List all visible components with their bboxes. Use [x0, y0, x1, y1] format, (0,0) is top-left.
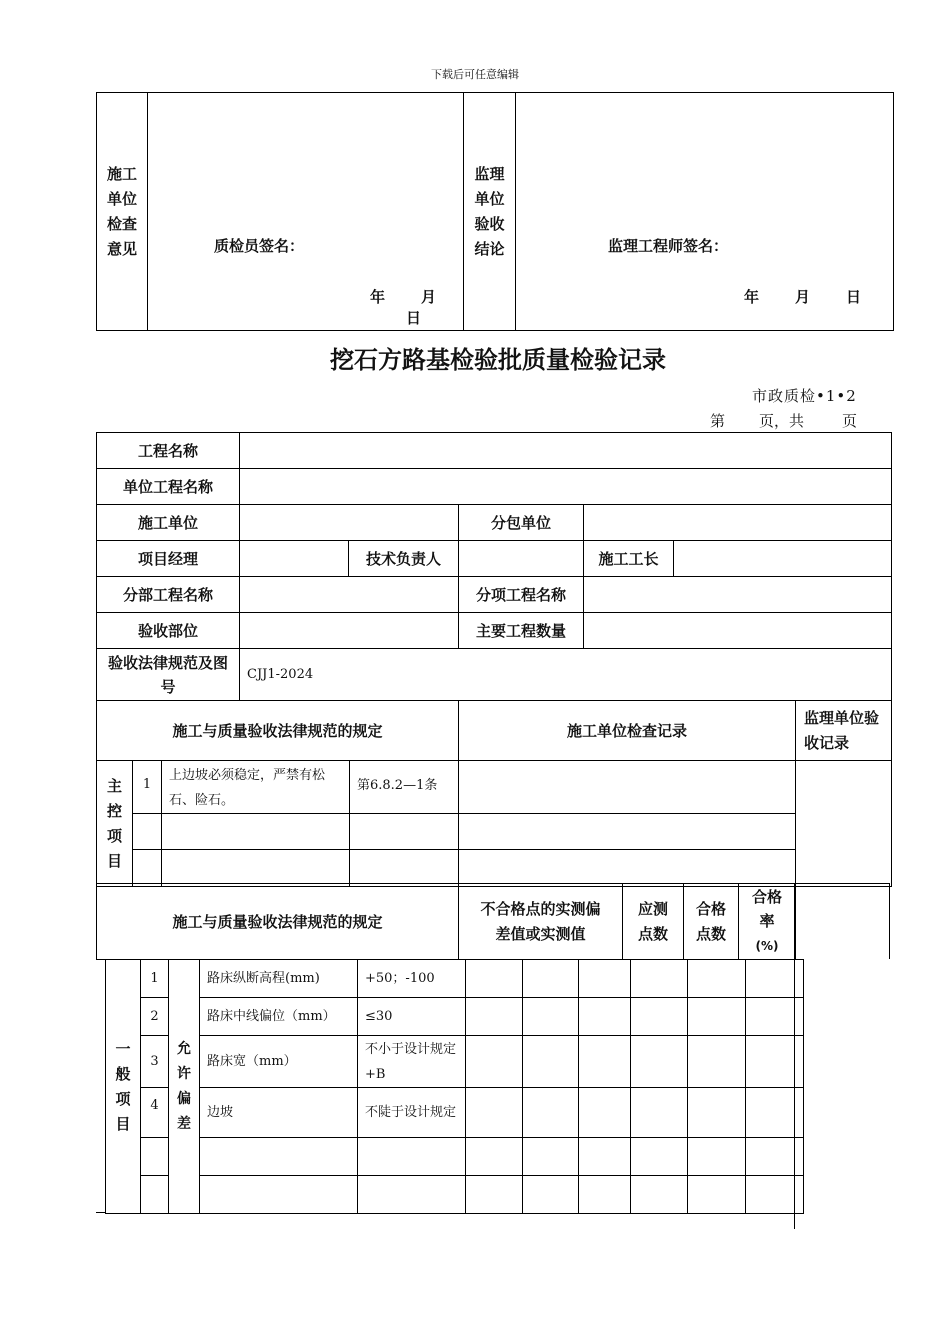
unit-project-name-value[interactable] [240, 469, 892, 505]
measure-cell[interactable] [746, 960, 804, 998]
general-header-table [96, 883, 796, 960]
subitem-name-label: 分项工程名称 [459, 577, 584, 613]
measure-cell[interactable] [523, 1036, 579, 1088]
measure-cell[interactable] [746, 1036, 804, 1088]
main-item-clause: 第6.8.2—1条 [350, 761, 459, 814]
form-code: 市政质检•1•2 [752, 387, 857, 405]
measure-cell[interactable] [466, 960, 523, 998]
supervision-record-header: 监理单位验收记录 [796, 701, 892, 761]
general-item-no: 4 [141, 1088, 169, 1138]
unit-project-name-label: 单位工程名称 [97, 469, 240, 505]
main-control-label: 主 控 项 目 [97, 761, 133, 887]
division-name-label: 分部工程名称 [97, 577, 240, 613]
acceptance-part-label: 验收部位 [97, 613, 240, 649]
general-item-name: 路床中线偏位（mm） [200, 998, 358, 1036]
general-item-no: 3 [141, 1036, 169, 1088]
main-item-desc: 上边坡必须稳定，严禁有松石、险石。 [162, 761, 350, 814]
main-empty-cell[interactable] [459, 850, 796, 887]
standard-value: CJJ1-2024 [240, 649, 892, 701]
measure-cell[interactable] [523, 1176, 579, 1214]
empty-value-cell [358, 1138, 466, 1176]
general-item-value: +50；-100 [358, 960, 466, 998]
measure-cell[interactable] [688, 1088, 746, 1138]
measure-cell[interactable] [688, 1176, 746, 1214]
inspector-signature-label: 质检员签名： [214, 237, 305, 255]
tolerance-label: 允 许 偏 差 [169, 960, 200, 1214]
main-supervision-cell[interactable] [796, 761, 892, 887]
measure-cell[interactable] [579, 960, 631, 998]
measure-cell[interactable] [688, 1138, 746, 1176]
measure-cell[interactable] [688, 960, 746, 998]
engineer-signature-label: 监理工程师签名： [608, 237, 729, 255]
empty-name-cell [200, 1138, 358, 1176]
page-title: 挖石方路基检验批质量检验记录 [330, 346, 666, 374]
general-item-name: 边坡 [200, 1088, 358, 1138]
construction-opinion-label: 施工 单位 检查 意见 [97, 93, 148, 331]
main-empty-cell [162, 850, 350, 887]
main-empty-cell[interactable] [459, 814, 796, 850]
measure-cell[interactable] [523, 1138, 579, 1176]
empty-no-cell [141, 1138, 169, 1176]
main-empty-cell [162, 814, 350, 850]
project-name-value[interactable] [240, 433, 892, 469]
measure-cell[interactable] [466, 1088, 523, 1138]
general-item-value: 不陡于设计规定 [358, 1088, 466, 1138]
bottom-left-line [96, 1212, 105, 1213]
measure-cell[interactable] [579, 998, 631, 1036]
measure-cell[interactable] [466, 998, 523, 1036]
measure-cell[interactable] [746, 1176, 804, 1214]
measure-cell[interactable] [523, 998, 579, 1036]
pass-rate-header: 合格率 (%) [739, 884, 796, 960]
main-control-table [96, 700, 892, 887]
construction-unit-label: 施工单位 [97, 505, 240, 541]
main-quantity-label: 主要工程数量 [459, 613, 584, 649]
main-item-no: 1 [133, 761, 162, 814]
general-items-table [105, 959, 804, 1214]
foreman-value[interactable] [674, 541, 892, 577]
measure-cell[interactable] [631, 1176, 688, 1214]
main-spec-header: 施工与质量验收法律规范的规定 [97, 701, 459, 761]
signature-table [96, 92, 894, 331]
measure-cell[interactable] [579, 1138, 631, 1176]
project-manager-label: 项目经理 [97, 541, 240, 577]
qualified-points-header: 合格点数 [684, 884, 739, 960]
acceptance-part-value[interactable] [240, 613, 459, 649]
measure-cell[interactable] [688, 998, 746, 1036]
subitem-name-value[interactable] [584, 577, 892, 613]
measure-cell[interactable] [523, 960, 579, 998]
main-quantity-value[interactable] [584, 613, 892, 649]
main-empty-cell [350, 814, 459, 850]
measure-cell[interactable] [631, 1036, 688, 1088]
measure-cell[interactable] [631, 960, 688, 998]
main-item-record[interactable] [459, 761, 796, 814]
technical-lead-value[interactable] [459, 541, 584, 577]
measure-cell[interactable] [466, 1138, 523, 1176]
empty-name-cell [200, 1176, 358, 1214]
general-spec-header: 施工与质量验收法律规范的规定 [97, 884, 459, 960]
main-empty-cell [133, 850, 162, 887]
subcontractor-label: 分包单位 [459, 505, 584, 541]
standard-label: 验收法律规范及图号 [97, 649, 240, 701]
division-name-value[interactable] [240, 577, 459, 613]
measure-cell[interactable] [631, 1088, 688, 1138]
general-item-value: 不小于设计规定+B [358, 1036, 466, 1088]
measure-cell[interactable] [523, 1088, 579, 1138]
general-item-name: 路床纵断高程(mm) [200, 960, 358, 998]
check-record-header: 施工单位检查记录 [459, 701, 796, 761]
measured-header: 不合格点的实测偏差值或实测值 [459, 884, 623, 960]
foreman-label: 施工工长 [584, 541, 674, 577]
project-name-label: 工程名称 [97, 433, 240, 469]
measure-cell[interactable] [631, 998, 688, 1036]
measure-cell[interactable] [746, 998, 804, 1036]
page-info: 第 页，共 页 [710, 412, 858, 430]
inspector-date: 年 月日 [370, 288, 437, 327]
technical-lead-label: 技术负责人 [349, 541, 459, 577]
measure-cell[interactable] [746, 1088, 804, 1138]
required-points-header: 应测点数 [623, 884, 684, 960]
measure-cell[interactable] [579, 1176, 631, 1214]
construction-unit-value[interactable] [240, 505, 459, 541]
supervision-conclusion-cell [516, 93, 894, 331]
main-empty-cell [350, 850, 459, 887]
info-table [96, 432, 892, 701]
general-label: 一 般 项 目 [106, 960, 141, 1214]
empty-no-cell [141, 1176, 169, 1214]
measure-cell[interactable] [631, 1138, 688, 1176]
measure-cell[interactable] [466, 1176, 523, 1214]
measure-cell[interactable] [688, 1036, 746, 1088]
main-empty-cell [133, 814, 162, 850]
supervision-conclusion-label: 监理 单位 验收 结论 [464, 93, 516, 331]
right-border-line [889, 883, 890, 959]
construction-opinion-cell [148, 93, 464, 331]
project-manager-value[interactable] [240, 541, 349, 577]
top-border-line [794, 883, 890, 884]
measure-cell[interactable] [746, 1138, 804, 1176]
measure-cell[interactable] [579, 1036, 631, 1088]
general-item-no: 1 [141, 960, 169, 998]
measure-cell[interactable] [466, 1036, 523, 1088]
header-note: 下载后可任意编辑 [431, 68, 519, 81]
general-item-value: ≤30 [358, 998, 466, 1036]
general-item-name: 路床宽（mm） [200, 1036, 358, 1088]
subcontractor-value[interactable] [584, 505, 892, 541]
engineer-date: 年 月 日 [744, 288, 862, 306]
measure-cell[interactable] [579, 1088, 631, 1138]
empty-value-cell [358, 1176, 466, 1214]
general-item-no: 2 [141, 998, 169, 1036]
